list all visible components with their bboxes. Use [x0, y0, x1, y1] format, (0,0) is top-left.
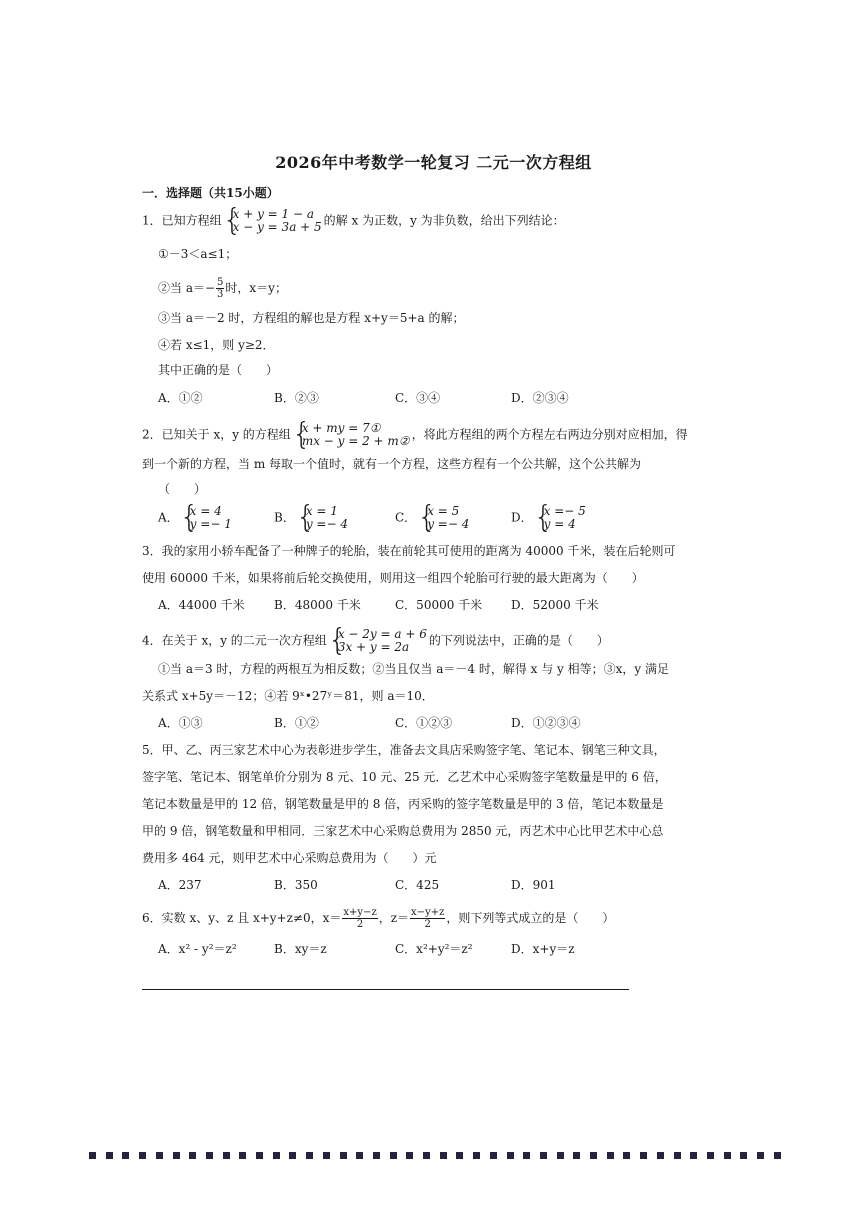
question-1-suffix: 的解 x 为正数，y 为非负数，给出下列结论： [323, 213, 565, 228]
border-dot [89, 1152, 96, 1159]
border-dot [573, 1152, 580, 1159]
question-6-suffix: ，则下列等式成立的是（ ） [446, 911, 615, 925]
border-dot [724, 1152, 731, 1159]
question-1-ask: 其中正确的是（ ） [158, 363, 279, 377]
q5-option-d: D．901 [511, 878, 556, 892]
border-dot [223, 1152, 230, 1159]
border-dot [323, 1152, 330, 1159]
equation-line: { x + y = 1 − a [232, 207, 315, 221]
q1-option-c: C．③④ [395, 391, 441, 405]
q3-option-a: A．44000 千米 [158, 598, 245, 612]
border-dot [456, 1152, 463, 1159]
q2-option-b [274, 505, 350, 531]
q4-option-d: D．①②③④ [511, 716, 581, 730]
equation-line: { x − 2y = a + 6 [337, 627, 427, 641]
question-6-stem [142, 907, 614, 930]
border-dot [523, 1152, 530, 1159]
equation-line: y = 4 [543, 517, 576, 531]
border-dot [206, 1152, 213, 1159]
statement-2-text: ②当 a＝− [158, 281, 216, 295]
equation-line: mx − y = 2 + m② [301, 434, 410, 448]
border-dot [657, 1152, 664, 1159]
border-dot [256, 1152, 263, 1159]
q5-option-c: C．425 [395, 878, 440, 892]
section-heading: 一．选择题（共15小题） [142, 186, 279, 200]
question-3-line-2: 使用 60000 千米，如果将前后轮交换使用，则用这一组四个轮胎可行驶的最大距离为（ ） [142, 571, 644, 585]
q5-option-b: B．350 [274, 878, 318, 892]
fraction-numerator: x+y−z [343, 907, 377, 918]
fraction [410, 907, 445, 930]
q3-option-d: D．52000 千米 [511, 598, 599, 612]
border-dot [189, 1152, 196, 1159]
q2-option-d [511, 505, 588, 531]
border-dot [490, 1152, 497, 1159]
border-dot [239, 1152, 246, 1159]
question-2-line-2: 到一个新的方程，当 m 每取一个值时，就有一个方程，这些方程有一个公共解，这个公共解为 [142, 457, 642, 471]
statement-3: ③当 a＝－2 时，方程组的解也是方程 x+y＝5+a 的解； [158, 311, 465, 325]
q4-option-a: A．①③ [158, 716, 203, 730]
equation-system [293, 422, 410, 448]
q6-option-c: C．x²+y²＝z² [395, 942, 473, 956]
equation-system [535, 505, 586, 531]
border-dot [507, 1152, 514, 1159]
question-5-line-3: 笔记本数量是甲的 12 倍，钢笔数量是甲的 8 倍，丙采购的签字笔数量是甲的 3 倍，笔记本数量是 [142, 797, 664, 811]
border-dot [774, 1152, 781, 1159]
border-dot [590, 1152, 597, 1159]
border-dot [156, 1152, 163, 1159]
equation-system [418, 505, 469, 531]
border-dot [306, 1152, 313, 1159]
border-dot [607, 1152, 614, 1159]
q2-option-a [158, 505, 234, 531]
q1-option-a: A．①② [158, 391, 203, 405]
border-dot [707, 1152, 714, 1159]
statement-2 [158, 277, 287, 300]
border-dot [674, 1152, 681, 1159]
question-5-line-1: 5．甲、乙、丙三家艺术中心为表彰进步学生，准备去文具店采购签字笔、笔记本、钢笔三种文具， [142, 743, 666, 757]
question-6-prefix: 6．实数 x、y、z 且 x+y+z≠0，x＝ [142, 911, 342, 925]
border-dot [273, 1152, 280, 1159]
question-2-line-3: （ ） [158, 482, 207, 496]
fraction-denominator: 2 [356, 919, 364, 930]
border-dot [122, 1152, 129, 1159]
border-dot [139, 1152, 146, 1159]
fraction-denominator: 2 [424, 919, 431, 930]
equation-line: x − y = 3a + 5 [232, 220, 322, 234]
equation-system [329, 628, 427, 654]
fraction-numerator: 5 [217, 277, 224, 288]
equation-line: y =− 1 [189, 517, 232, 531]
border-dot [423, 1152, 430, 1159]
equation-line: { x + my = 7① [301, 421, 381, 435]
border-dot [356, 1152, 363, 1159]
footer-rule [142, 989, 629, 990]
equation-line: { x = 1 [305, 504, 338, 518]
option-label: D． [511, 510, 533, 525]
equation-line: y =− 4 [427, 517, 470, 531]
question-5-line-5: 费用多 464 元，则甲艺术中心采购总费用为（ ）元 [142, 851, 437, 865]
border-dot [440, 1152, 447, 1159]
question-1-prefix: 1．已知方程组 [142, 213, 222, 228]
equation-line: y =− 4 [305, 517, 348, 531]
border-dot [340, 1152, 347, 1159]
question-2-prefix: 2．已知关于 x，y 的方程组 [142, 427, 291, 442]
question-6-mid: ，z＝ [378, 911, 410, 925]
fraction-numerator: x−y+z [411, 907, 445, 918]
border-dot [473, 1152, 480, 1159]
page-title: 2026年中考数学一轮复习 二元一次方程组 [275, 153, 592, 172]
q4-option-c: C．①②③ [395, 716, 453, 730]
equation-line: { x =− 5 [543, 504, 586, 518]
decorative-dot-border [89, 1152, 779, 1160]
q3-option-c: C．50000 千米 [395, 598, 483, 612]
question-4-stem [142, 628, 609, 654]
border-dot [740, 1152, 747, 1159]
equation-system [224, 208, 322, 234]
option-label: B． [274, 510, 295, 525]
border-dot [557, 1152, 564, 1159]
question-1-stem [142, 208, 565, 234]
equation-line: { x = 5 [427, 504, 460, 518]
border-dot [289, 1152, 296, 1159]
question-5-line-2: 签字笔、笔记本、钢笔单价分别为 8 元、10 元、25 元．乙艺术中心采购签字笔数量是甲的 6 倍， [142, 770, 667, 784]
question-3-line-1: 3．我的家用小轿车配备了一种牌子的轮胎，装在前轮其可使用的距离为 40000 千米，装在后轮则可 [142, 544, 676, 558]
border-dot [390, 1152, 397, 1159]
statement-1: ①－3＜a≤1； [158, 247, 238, 261]
q1-option-d: D．②③④ [511, 391, 569, 405]
equation-system [297, 505, 348, 531]
q4-option-b: B．①② [274, 716, 319, 730]
question-2-suffix: ，将此方程组的两个方程左右两边分别对应相加，得 [411, 427, 688, 442]
q6-option-b: B．xy＝z [274, 942, 327, 956]
q6-option-d: D．x+y＝z [511, 942, 575, 956]
question-2-stem [142, 422, 688, 448]
equation-line: 3x + y = 2a [337, 640, 410, 654]
border-dot [640, 1152, 647, 1159]
q6-option-a: A．x² - y²＝z² [158, 942, 237, 956]
border-dot [757, 1152, 764, 1159]
q2-option-c [395, 505, 471, 531]
border-dot [623, 1152, 630, 1159]
q5-option-a: A．237 [158, 878, 202, 892]
equation-line: { x = 4 [189, 504, 222, 518]
q3-option-b: B．48000 千米 [274, 598, 361, 612]
border-dot [106, 1152, 113, 1159]
border-dot [540, 1152, 547, 1159]
border-dot [406, 1152, 413, 1159]
fraction [216, 277, 224, 300]
fraction [342, 907, 377, 930]
q1-option-b: B．②③ [274, 391, 319, 405]
statement-4: ④若 x≤1，则 y≥2． [158, 338, 275, 352]
question-4-suffix: 的下列说法中，正确的是（ ） [428, 633, 609, 648]
option-label: A． [158, 510, 179, 525]
border-dot [690, 1152, 697, 1159]
border-dot [373, 1152, 380, 1159]
question-5-line-4: 甲的 9 倍，钢笔数量和甲相同．三家艺术中心采购总费用为 2850 元，丙艺术中心比甲艺术中心总 [142, 824, 664, 838]
statement-2-text-end: 时，x＝y； [225, 281, 287, 295]
question-4-prefix: 4．在关于 x，y 的二元一次方程组 [142, 633, 327, 648]
option-label: C． [395, 510, 417, 525]
question-4-line-2: ①当 a＝3 时，方程的两根互为相反数；②当且仅当 a＝－4 时，解得 x 与 y 相等；③x，y 满足 [158, 662, 670, 676]
border-dot [173, 1152, 180, 1159]
equation-system [181, 505, 232, 531]
fraction-denominator: 3 [217, 289, 224, 300]
question-4-line-3: 关系式 x+5y＝－12；④若 9ˣ•27ʸ＝81，则 a＝10． [142, 689, 434, 703]
